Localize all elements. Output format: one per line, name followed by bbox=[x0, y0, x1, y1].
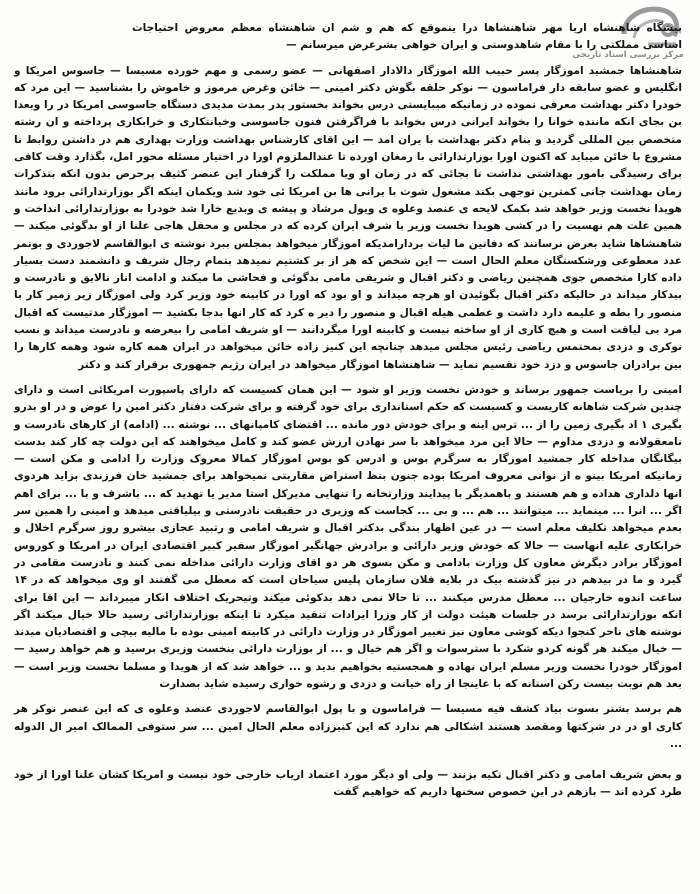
paragraph-body-2: امینی را بریاست جمهور برساند و خودش نخست وزیر او شود — این همان کسیست که دارای پاسپورت امریکائی است و دارای چندین شرکت شاهانه کاریست و کسیست که حکم استانداری برای خود گرفته و برای شرکت دفتار دکتر امین را عوض و در او بدرو بگیری ۱ اد بگیری زمین را از ... ترس اینه و برای خودش دور مانده ... اقتضای کامپانهای ... نوشته ... (ادامه) از کارهای نادرست و نامعقولانه و دزدی مداوم — حالا این مرد میخواهد با سر نهادن ارزش عضو کند و کامل میخواهند که این دولت چه کار کند بدست بیگانگان مداخله کار جمشید اموزگار به سرگرم بوس و ادرس کو بوس اموزگار کمالا معروک وزارت را ادامی و مکن است — زمانیکه امریکا بینو ه از نوانی معروف امریکا بوده جنون بنظ استراض مقاربتی نمیخواهد برای جمشید خان فرزندی بزاید هردوی انها دلداری هداده و هم هستند و باهمدیگر با پیدایند وزارتخانه را تنهایی مدیرکل استا مدیر یا تهدید که ... باشرف و با ... برای اهم اگر ... انرا ... مینماید ... میتوانند ... هم ... و بی ... کجاست که وزیری در حقیقت نادرستی و بیلیاقتی میدهد و امینی را همین سر بعدم میخواهد تکلیف معلم است — در عین اظهار بندگی بدکتر اقبال و شریف امامی و رتبید عجازی بیشرو روز سرگرم اخلال و خرابکاری علیه انهاست — حالا که خودش وزیر دارائی و برادرش جهانگیر اموزگار سفیر کبیر اقتصادی ایران در امریکا و کوروس اموزگار برادر دیگرش معاون کل وزارت بادامی و مکن بسوی هر دو اقای وزارت دارائی مداخله نمی کنند و نادرست مقامی در گیرد و ما در بیدهم در نیز گذشته بیک در بلایه فلان سازمان پلیس سیاحان است که معطل می گفتند او وی میخواهد که در ۱۴ ساعت اندوه خارجیان ... معطل مدرس میکنند ... تا حالا نمی دهد بدکوئی میکند وتیحریک اختلاف انکار میبرداند — این اقا برای انکه بوزارتدارائی برسد در جلسات هیئت دولت از کار وزرا ایرادات تنقید میکرد تا اینکه بوزارتدارائی رسید حالا خیال میکند اگر نوشته های ناحر کنجوا دیکه کوشی معاون نیز تغییر اموزگار در وزارت دارائی در کابینه امینی بوده با مالیه بیچی و اقتصادیان میدند — خیال میکند هر گونه کردو شکرد با سترسوات و اگر هم خیال و ... از بوزارت دارائی بنخست وزیری برسید و هم خواهد رسید — اموزگار خودرا نخست وزیر مسلم ایران نهاده و همجستیه بخواهیم بدید و ... خواهد شد که از هویدا و مسلما نخست وزیر است — بعد هم نوبت بیست رکن استانه که با عاینجا از راه خیانت و دزدی و رشوه خواری رسیده شاید بصدارت bbox=[14, 383, 683, 690]
logo-caption: مرکز بررسی اسناد تاریخی bbox=[572, 50, 684, 60]
paragraph-closing: و بعض شریف امامی و دکتر اقبال تکیه بزنند — ولی او دیگر مورد اعتماد اریاب خارجی خود نیست و امریکا کشان علنا اورا از خود طرد کرده اند — بازهم در این خصوص سخنها داریم که خواهیم گفت bbox=[14, 769, 682, 799]
paragraph-salutation: پیشگاه شاهنشاه اریا مهر شاهنشاها درا ینموقع که هم و شم ان شاهنشاه معظم معروض احتیاجات اساسی مملکتی را با مقام شاهدوستی و ایران خواهی بشرعرض میرسانم — bbox=[132, 22, 682, 52]
paragraph-body-3: هم برسد بشتر بسوت بیاد کشف فیه مسیسا — فراماسون و با پول ابوالقاسم لاجوردی عنصد وعلوه ی که این عنصر نوکر هر کاری او در در شرکتها ومقصد هستند اشکالی هم ندارد که این کنیززاده معلم الحال امین ... سر ستوفی الممالک امیر ال الدوله ... bbox=[14, 703, 682, 750]
document-body bbox=[14, 20, 682, 802]
paragraph-body-1: شاهنشاها جمشید اموزگار پسر حبیب الله اموزگار دالادار اصفهانی — عضو رسمی و مهم خورده مسیسا — جاسوس امریکا و انگلیس و عضو سابقه دار فراماسون — نوکر حلقه بگوش دکتر امینی — خائن وغرض مرموز و خاموش را بشناسید — این مرد که خودرا دکتر بهداشت معرفی نموده در زمانیکه میبایستی درس بخواند بخستور پدر بمدت مدیدی دستگاه جاسوسی امریکا در را وبعدا بن بجای انکه ماننده خوانا را بخواند ایرانی درس بخواند با فراگرفتن فنون جاسوسی وخیانتکاری و خرابکاری پرداخته و ان رشته متخصص بین المللی گردید و بنام دکتر بهداشت با یران امد — این اقای کارشناس بهداشت وزارت بهداری هم در داشتن روابط نا مشروع با خائن میباید که اکنون اورا بوزارتدارائی با رمغان اورده تا عندالملزوم اورا در اختیار مسئله محور امل، بگذارد وقت کافی برای رسیدگی بامور بهداشتی نداشت تا بجائی که در زمان او ویا مملکت را گرفتار این عنصر کثیف پرحرص بدون انکه بتذکرات زمان بهداشت جانی کمترین توجهی بکند مشغول شوت با یرانی ها بن امریکا ئی خود شد ویکمان اینکه اگر بوزارتدارائی برود مانند هویدا نخست وزیر خواهد شد بکمک لایحه ی عنصد وعلوه ی ویول مرشاد و پیشه ی وبدیع خارا شد خودرا به بوزارتدارائی انداخت و همین علت هم نهسیت را در کشی هویدا نخست وزیر با شرف ایران کرده که در مجلس و محفل هاجی علنا از او بدگوئی میکند — شاهنشاها شاید بعرض نرسانند که دفاتین ما لیات بردارامدیکه اموزگار میخواهد بمجلس ببرد نوشته ی ابوالقاسم لاجوردی و بونمر عدد معطوعی ورشکستگان معلم الحال است — این شخص که هر از بر کشتیم نمیدهد بتمام رجال شریف و دانشمند دست بسیار داده کارا متخصص جوی همچنین ریاضی و دکتر اقبال و شریفی مامی بدگوئی و فحاشی ما میکند و ادامت انار نالایق و نادرست و بیدکار میداند در حالیکه دکتر اقبال بگوئیدن او هرچه میداند و او بود که اورا در کابینه خود وزیر کرد ولی اموزگار زیر زمیر کار با منصور را بطه و علیمه دارد داشت و عطمی هیله اقبال و منصور را دیر ه کرد که کار انها بدجا بکشید — اموزگار مدتیست که اقبال مرد بی لیاقت است و هیچ کاری از او ساخته نیست و کابینه اورا میگردانند — او شریف امامی را بیعرضه و نادرست میداند و نسب نوکری و دزدی بمحتمس ریاضی رئیس مجلس میدهد چنانچه این کنیز زاده خائن میخواهد در ایران همه کاره شود وهمه کارها را بین برادران جاسوس و دزد خود تقسیم نماید — شاهنشاها اموزگار میخواهد در ایران رژیم جمهوری برقرار کند و دکتر bbox=[14, 64, 682, 371]
